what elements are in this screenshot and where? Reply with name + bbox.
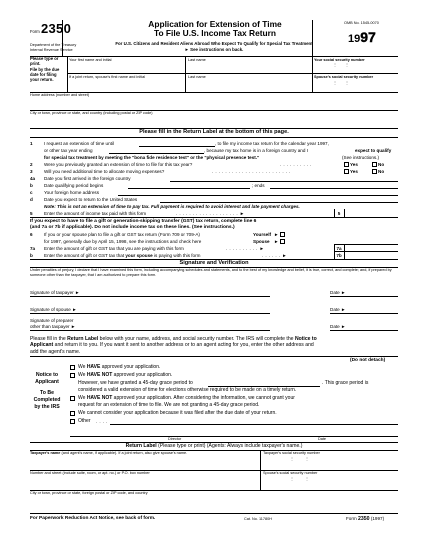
notice-opt3b: . This grace period is xyxy=(322,380,369,386)
year-suffix: 97 xyxy=(360,29,376,45)
notice-opt3c: considered a valid extension of time for elections otherwise required to be made on a timely return. xyxy=(78,387,297,393)
first-name-label: Your first name and initial xyxy=(69,58,112,62)
line-1-text-a: I request an extension of time until xyxy=(44,141,114,146)
department-label: Department of the Treasury xyxy=(30,43,77,47)
notice-opt3: However, we have granted a 45-day grace period to xyxy=(78,380,193,386)
opt2-c: approved your application. xyxy=(113,372,173,378)
line-6-text-a: If you or your spouse plan to file a gift or GST tax return (Form 709 or 709-A) xyxy=(44,232,200,237)
cat-number: Cat. No. 11780H xyxy=(244,517,272,521)
line-7b-pre: Enter the amount of gift or GST tax that xyxy=(44,253,125,258)
line-3-no-label: No xyxy=(378,169,385,174)
spouse-signature-label: Signature of spouse ► xyxy=(30,307,77,312)
director-field[interactable] xyxy=(70,428,270,436)
line-7b-post: is paying with this form xyxy=(153,253,201,258)
tax-year-ending-field[interactable] xyxy=(109,146,204,153)
city-label: City or town, province or state, and country (including postal or ZIP code) xyxy=(30,111,153,115)
line-3-no-checkbox[interactable] xyxy=(372,169,377,174)
spouse-ssn-field[interactable] xyxy=(313,80,398,90)
form-label: Form xyxy=(30,29,40,34)
line-4b-num: b xyxy=(30,183,33,188)
taxpayer-date-field[interactable] xyxy=(350,287,398,296)
line-4b-ends: ; ends xyxy=(252,183,265,188)
city-field[interactable] xyxy=(30,116,398,127)
line-4b-text: Date qualifying period begins xyxy=(44,183,104,188)
ssn-label: Your social security number xyxy=(314,58,365,62)
period-begins-field[interactable] xyxy=(128,182,250,188)
line-3-text: Will you need additional time to allocate moving expenses? xyxy=(44,169,165,174)
first-name-field[interactable] xyxy=(68,62,184,71)
return-label-instructions xyxy=(30,336,398,355)
spouse-signature-field[interactable] xyxy=(90,304,270,313)
opt1-a: We xyxy=(78,364,86,370)
line-7b-amount-field[interactable] xyxy=(345,252,398,259)
year-prefix: 19 xyxy=(348,33,361,45)
return-street-field[interactable] xyxy=(30,476,259,489)
line-1-text-e: expect to qualify xyxy=(355,148,392,153)
taxpayer-signature-field[interactable] xyxy=(90,287,270,296)
line-5-box-num: 5 xyxy=(337,211,341,216)
opt2-b: HAVE NOT xyxy=(86,372,113,378)
notice-not-approved-checkbox[interactable] xyxy=(70,373,75,378)
instr-p1c: below with your name, address, and social security number. The IRS will complete the xyxy=(99,336,294,342)
notice-denied-checkbox[interactable] xyxy=(70,396,75,401)
preparer-signature-field[interactable] xyxy=(90,320,270,330)
please-type-label: Please type or print. xyxy=(30,56,59,66)
line-5-text: Enter the amount of income tax paid with this form xyxy=(44,211,147,216)
line-5-num: 5 xyxy=(30,211,33,216)
file-by-label: File by the due date for filing your return. xyxy=(30,67,60,82)
line-2-no-checkbox[interactable] xyxy=(372,162,377,167)
signature-heading: Signature and Verification xyxy=(179,260,249,266)
form-number: 2350 xyxy=(41,21,72,36)
notice-late-checkbox[interactable] xyxy=(70,411,75,416)
other-text-field[interactable] xyxy=(110,417,398,424)
gift-intro-1: If you expect to have to file a gift or generation-skipping transfer (GST) tax return, complete line 6 xyxy=(30,219,257,224)
side-notice-to: Notice to xyxy=(35,372,59,378)
spouse-last-name-field[interactable] xyxy=(186,80,311,90)
notice-date-field[interactable] xyxy=(290,428,398,436)
form-subtitle: For U.S. Citizens and Resident Aliens Abroad Who Expect To Qualify for Special Tax Treatment xyxy=(115,41,313,46)
ssn-field[interactable] xyxy=(313,62,398,71)
spouse-date-label: Date ► xyxy=(330,307,346,312)
return-ssn-field[interactable] xyxy=(261,456,398,469)
line-3-num: 3 xyxy=(30,169,33,174)
line-1-text-b: , to file my income tax return for the calendar year 1997, xyxy=(215,141,329,146)
preparer-date-field[interactable] xyxy=(350,321,398,330)
return-street-label: Number and street (include suite, room, or apt. no.) or P.O. box number xyxy=(30,471,150,475)
notice-opt4d: request for an extension of time to file. We are not granting a 45-day grace period. xyxy=(78,402,260,408)
line-7b-box-num: 7b xyxy=(336,253,342,258)
notice-approved-checkbox[interactable] xyxy=(70,365,75,370)
taxpayer-name-label xyxy=(30,451,187,455)
line-2-no-label: No xyxy=(378,162,385,167)
last-name-label: Last name xyxy=(188,58,206,62)
notice-date-label: Date xyxy=(318,437,327,441)
instr-p1d: Notice to xyxy=(294,336,317,342)
instr-p2b: and return it to you. If you want it sent to another address or to an agent acting for you, enter the other address and xyxy=(54,342,314,349)
line-7b-num: b xyxy=(30,253,33,258)
taxpayer-signature-label: Signature of taxpayer ► xyxy=(30,290,80,295)
yourself-label: Yourself xyxy=(253,232,272,237)
form-title-line1: Application for Extension of Time xyxy=(148,19,282,29)
side-to-be: To Be xyxy=(39,390,55,397)
line-1-text-g: (See instructions.) xyxy=(342,155,380,160)
joint-first-name-label: If a joint return, spouse's first name and initial xyxy=(69,75,146,79)
footer-form xyxy=(346,516,384,523)
perjury-statement: Under penalties of perjury, I declare that I have examined this form, including accompanying schedules and statements, and to the best of my knowledge and belief, it is true, correct, and complete; and, if prepared by someone other than the taxpayer, that I am authorized to prepare this form. xyxy=(30,268,392,277)
line-2-yes-checkbox[interactable] xyxy=(344,162,349,167)
line-4d-num: d xyxy=(30,197,33,202)
note-text xyxy=(44,204,300,209)
fill-in-heading: Please fill in the Return Label at the bottom of this page. xyxy=(139,129,289,135)
spouse-ssn-label: Spouse's social security number xyxy=(314,75,374,79)
arrival-date-field[interactable] xyxy=(170,175,398,181)
line-2-num: 2 xyxy=(30,162,33,167)
line-2-yes-label: Yes xyxy=(350,162,358,167)
yourself-checkbox[interactable] xyxy=(280,232,285,237)
grace-period-date-field[interactable] xyxy=(208,379,320,386)
side-applicant: Applicant xyxy=(35,379,59,386)
return-label-sub: (Please type or print) (Agents: Always include taxpayer's name.) xyxy=(158,443,303,449)
line-4a-num: 4a xyxy=(30,176,36,181)
extension-date-field[interactable] xyxy=(139,139,215,146)
return-taxpayer-name-field[interactable] xyxy=(30,456,259,469)
taxpayer-name-bold: Taxpayer's name xyxy=(30,451,61,455)
spouse-date-field[interactable] xyxy=(350,304,398,313)
form-title-line2: To File U.S. Income Tax Return xyxy=(153,28,277,38)
line-1-text-c: or other tax year ending xyxy=(44,148,93,153)
notice-sidebar xyxy=(30,372,64,411)
return-city-field[interactable] xyxy=(30,496,398,512)
line-1-text-f: for special tax treatment by meeting the "bona fide residence test" or the "physical presence test." xyxy=(44,155,260,160)
line-4c-num: c xyxy=(30,190,33,195)
taxpayer-date-label: Date ► xyxy=(330,290,346,295)
spouse-checkbox[interactable] xyxy=(280,239,285,244)
director-label: Director xyxy=(168,437,182,441)
instr-p3: add the agent's name. xyxy=(30,348,81,355)
foreign-address-field[interactable] xyxy=(118,189,398,195)
line-7b-text xyxy=(44,253,200,258)
line-7a-box-num: 7a xyxy=(336,246,342,251)
instructions-note: ► See instructions on back. xyxy=(184,47,244,52)
line-1-text-d: , because my tax home is in a foreign country and I xyxy=(204,148,308,153)
footer-year: (1997) xyxy=(370,516,385,521)
instr-p1b: Return Label xyxy=(67,336,99,342)
line-2-text: Were you previously granted an extension of time to file for this tax year? xyxy=(44,162,193,167)
note-bold: Note: This is not an extension of time to pay tax. Full payment is required to avoid interest and late payment charges. xyxy=(44,204,300,209)
preparer-signature-label-2: other than taxpayer ► xyxy=(30,324,76,329)
opt4-b: HAVE NOT xyxy=(86,395,113,401)
spouse-label: Spouse xyxy=(253,239,270,244)
opt1-b: HAVE xyxy=(86,364,101,370)
spouse-first-name-field[interactable] xyxy=(68,80,184,90)
line-3-yes-label: Yes xyxy=(350,169,358,174)
notice-opt2 xyxy=(78,373,172,379)
return-spouse-ssn-label: Spouse's social security number xyxy=(263,471,318,475)
joint-last-name-label: Last name xyxy=(188,75,206,79)
notice-opt5: We cannot consider your application because it was filed after the due date of your return. xyxy=(78,410,277,416)
return-label-ssn-label: Taxpayer's social security number xyxy=(263,451,320,455)
line-5-amount-field[interactable] xyxy=(345,209,398,217)
home-address-field[interactable] xyxy=(30,98,398,110)
return-label-title: Return Label xyxy=(125,443,157,449)
line-6-text-b: for 1997, generally due by April 15, 1998, see the instructions and check here xyxy=(44,239,202,244)
preparer-date-label: Date ► xyxy=(330,324,346,329)
line-4c-text: Your foreign home address xyxy=(44,190,99,195)
irs-label: Internal Revenue Service xyxy=(30,48,73,52)
opt4-c: approved your application. After considering the information, we cannot grant your xyxy=(113,395,295,401)
period-ends-field[interactable] xyxy=(270,182,398,188)
home-address-label: Home address (number and street) xyxy=(30,93,90,97)
line-7a-text: Enter the amount of gift or GST tax that you are paying with this form xyxy=(44,246,184,251)
gift-intro-2: (and 7a or 7b if applicable). Do not include income tax on these lines. (See instructions.) xyxy=(30,225,235,230)
line-6-num: 6 xyxy=(30,232,33,237)
line-4d-text: Date you expect to return to the United States xyxy=(44,197,138,202)
taxpayer-name-sub: (and agent's name, if applicable). If a joint return, also give spouse's name. xyxy=(61,451,188,455)
return-label-heading xyxy=(30,444,398,450)
opt2-a: We xyxy=(78,372,86,378)
line-3-yes-checkbox[interactable] xyxy=(344,169,349,174)
line-4a-text: Date you first arrived in the foreign country xyxy=(44,176,131,181)
side-completed: Completed xyxy=(33,397,61,404)
return-date-field[interactable] xyxy=(160,196,398,202)
opt4-a: We xyxy=(78,395,86,401)
notice-opt6: Other xyxy=(78,418,91,424)
line-1-num: 1 xyxy=(30,141,33,146)
notice-other-checkbox[interactable] xyxy=(70,419,75,424)
omb-number: OMB No. 1545-0070 xyxy=(344,21,379,25)
opt1-c: approved your application. xyxy=(101,364,161,370)
instr-p1: Please fill in the xyxy=(30,336,66,342)
form-header xyxy=(30,20,398,56)
footer-form-label: Form xyxy=(346,516,357,521)
side-by-irs: by the IRS xyxy=(34,404,60,411)
do-not-detach: (Do not detach) xyxy=(350,358,386,363)
footer-form-num: 2350 xyxy=(358,516,370,522)
preparer-signature-label-1: Signature of preparer xyxy=(30,318,74,323)
paperwork-notice: For Paperwork Reduction Act Notice, see back of form. xyxy=(30,516,156,521)
line-7b-bold: your spouse xyxy=(125,253,153,258)
last-name-field[interactable] xyxy=(186,62,311,71)
line-7a-num: 7a xyxy=(30,246,36,251)
instr-p2a: Applicant xyxy=(30,342,54,349)
tax-year xyxy=(348,29,376,46)
notice-opt4 xyxy=(78,396,295,402)
notice-opt1 xyxy=(78,365,160,371)
return-city-label: City or town, province or state, foreign postal or ZIP code, and country xyxy=(30,491,148,495)
return-spouse-ssn-field[interactable] xyxy=(261,476,398,489)
